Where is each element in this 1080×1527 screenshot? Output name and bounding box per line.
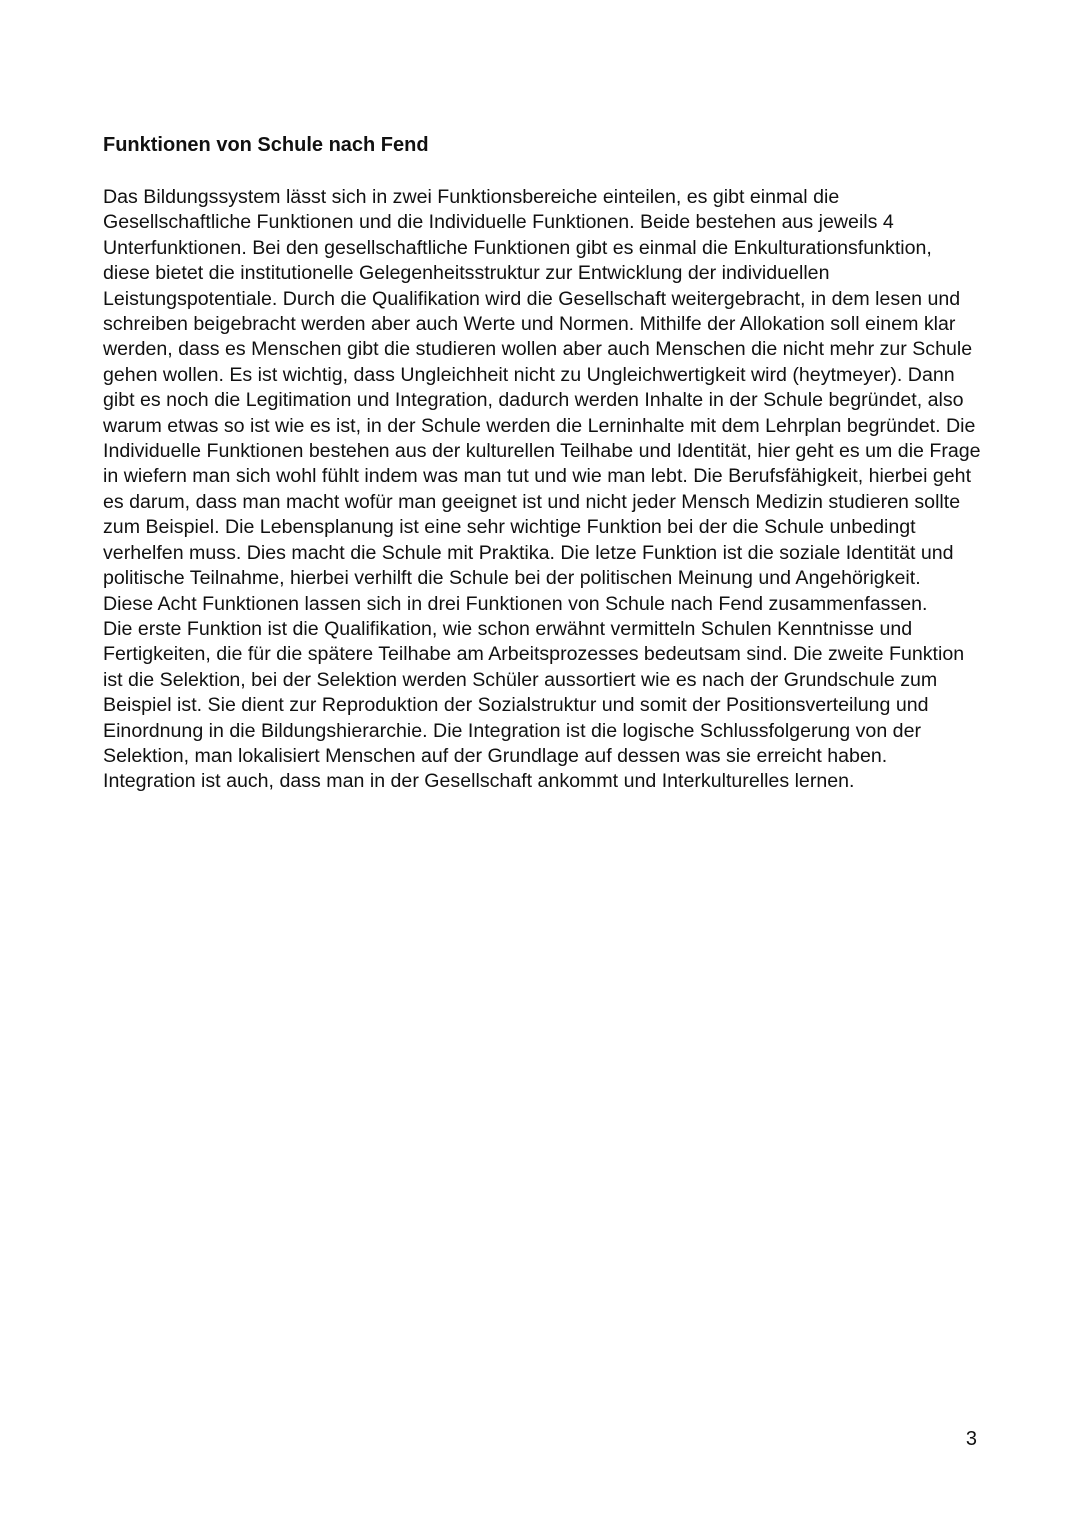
paragraph-3: Die erste Funktion ist die Qualifikation, wie schon erwähnt vermitteln Schulen Kenntnisse und Fertigkeiten, die für die spätere Teilhabe am Arbeitsprozesses bedeutsam sind. Die zweite Funktion ist die Selektion, bei der Selektion werden Schüler aussortiert wie es nach der Grundschule zum Beispiel ist. Sie dient zur Reproduktion der Sozialstruktur und somit der Positionsverteilung und Einordnung in die Bildungshierarchie. Die Integration ist die logische Schlussfolgerung von der Selektion, man lokalisiert Menschen auf der Grundlage auf dessen was sie erreicht haben. Integration ist auch, dass man in der Gesellschaft ankommt und Interkulturelles lernen. [103, 617, 965, 793]
paragraph-1: Das Bildungssystem lässt sich in zwei Funktionsbereiche einteilen, es gibt einmal die Gesellschaftliche Funktionen und die Individuelle Funktionen. Beide bestehen aus jeweils 4 Unterfunktionen. Bei den gesellschaftliche Funktionen gibt es einmal die Enkulturationsfunktion, diese bietet die institutionelle Gelegenheitsstruktur zur Entwicklung der individuellen Leistungspotentiale. Durch die Qualifikation wird die Gesellschaft weitergebracht, in dem lesen und schreiben beigebracht werden aber auch Werte und Normen. Mithilfe der Allokation soll einem klar werden, dass es Menschen gibt die studieren wollen aber auch Menschen die nicht mehr zur Schule gehen wollen. Es ist wichtig, dass Ungleichheit nicht zu Ungleichwertigkeit wird (heytmeyer). Dann gibt es noch die Legitimation und Integration, dadurch werden Inhalte in der Schule begründet, also warum etwas so ist wie es ist, in der Schule werden die Lerninhalte mit dem Lehrplan begründet. Die Individuelle Funktionen bestehen aus der kulturellen Teilhabe und Identität, hier geht es um die Frage in wiefern man sich wohl fühlt indem was man tut und wie man lebt. Die Berufsfähigkeit, hierbei geht es darum, dass man macht wofür man geeignet ist und nicht jeder Mensch Medizin studieren sollte zum Beispiel. Die Lebensplanung ist eine sehr wichtige Funktion bei der die Schule unbedingt verhelfen muss. Dies macht die Schule mit Praktika. Die letze Funktion ist die soziale Identität und politische Teilnahme, hierbei verhilft die Schule bei der politischen Meinung und Angehörigkeit. [103, 186, 981, 590]
paragraph-2: Diese Acht Funktionen lassen sich in drei Funktionen von Schule nach Fend zusammenfassen. [103, 592, 928, 615]
document-heading: Funktionen von Schule nach Fend [103, 134, 429, 156]
document-content [103, 131, 983, 795]
page-number: 3 [965, 1428, 977, 1450]
